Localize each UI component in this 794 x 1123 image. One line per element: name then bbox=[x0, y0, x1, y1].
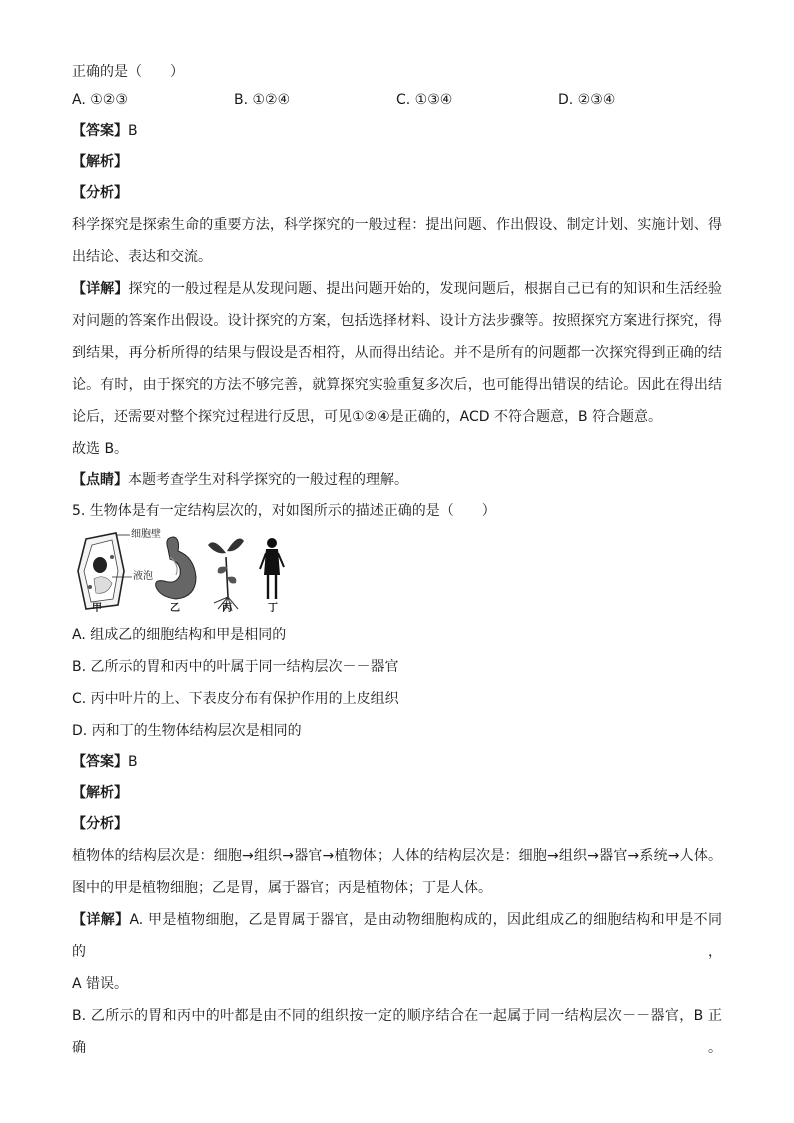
q5-stem: 5. 生物体是有一定结构层次的，对如图所示的描述正确的是（ ） bbox=[72, 503, 496, 519]
q4-option-b: B. ①②④ bbox=[234, 92, 291, 108]
tag-yi: 乙 bbox=[170, 603, 180, 614]
human-drawing bbox=[260, 538, 284, 599]
stomach-drawing bbox=[156, 537, 196, 599]
q4-fenxi-tag: 【分析】 bbox=[72, 185, 128, 201]
q5-fenxi-tag: 【分析】 bbox=[72, 816, 128, 832]
q5-analysis-tag: 【解析】 bbox=[72, 785, 128, 801]
tag-ding: 丁 bbox=[268, 603, 278, 614]
q5-option-b: B. 乙所示的胃和丙中的叶属于同一结构层次－－器官 bbox=[72, 659, 399, 675]
q4-detail-line-4: 论。有时，由于探究的方法不够完善，就算探究实验重复多次后，也可能得出错误的结论。因此在得出结 bbox=[72, 377, 722, 393]
answer-tag: 【答案】 bbox=[72, 123, 128, 139]
label-cell-wall: 细胞壁 bbox=[131, 529, 161, 540]
q5-option-c: C. 丙中叶片的上、下表皮分布有保护作用的上皮组织 bbox=[72, 691, 399, 707]
q5-detail-line-2: A 错误。 bbox=[72, 976, 129, 992]
answer-value: B bbox=[128, 754, 138, 770]
point-tag: 【点睛】 bbox=[72, 472, 128, 488]
tag-jia: 甲 bbox=[92, 603, 102, 614]
q5-fenxi-line-1: 植物体的结构层次是：细胞→组织→器官→植物体；人体的结构层次是：细胞→组织→器官→系统→人体。 bbox=[72, 848, 722, 864]
q4-detail-paragraph bbox=[72, 273, 722, 433]
q5-fenxi-paragraph bbox=[72, 840, 722, 904]
q5-detail-line-3: B. 乙所示的胃和丙中的叶都是由不同的组织按一定的顺序结合在一起属于同一结构层次－－器官，B 正确。 bbox=[72, 1008, 722, 1056]
q4-detail-line-5: 论后，还需要对整个探究过程进行反思，可见①②④是正确的，ACD 不符合题意，B 符合题意。 bbox=[72, 409, 663, 425]
q5-option-a: A. 组成乙的细胞结构和甲是相同的 bbox=[72, 627, 287, 643]
detail-tag: 【详解】 bbox=[72, 912, 130, 928]
q5-answer bbox=[72, 752, 722, 772]
q4-detail-line-2: 对问题的答案作出假设。设计探究的方案，包括选择材料、设计方法步骤等。按照探究方案进行探究，得 bbox=[72, 313, 722, 329]
q5-detail-line-1: 【详解】A. 甲是植物细胞，乙是胃属于器官，是由动物细胞构成的，因此组成乙的细胞结构和甲是不同的， bbox=[72, 912, 722, 960]
q4-answer bbox=[72, 121, 722, 141]
q4-fenxi-line-2: 出结论、表达和交流。 bbox=[72, 249, 212, 265]
document-page bbox=[72, 62, 722, 1064]
answer-tag: 【答案】 bbox=[72, 754, 128, 770]
q4-detail-line-1: 【详解】探究的一般过程是从发现问题、提出问题开始的，发现问题后，根据自己已有的知识和生活经验 bbox=[72, 281, 723, 297]
q5-option-d: D. 丙和丁的生物体结构层次是相同的 bbox=[72, 723, 302, 739]
q4-fenxi-paragraph bbox=[72, 209, 722, 273]
q4-point: 【点睛】本题考查学生对科学探究的一般过程的理解。 bbox=[72, 472, 408, 488]
q4-option-c: C. ①③④ bbox=[396, 92, 453, 108]
tag-bing: 丙 bbox=[222, 603, 232, 614]
q4-detail-line-3: 到结果，再分析所得的结果与假设是否相符，从而得出结论。并不是所有的问题都一次探究得到正确的结 bbox=[72, 345, 722, 361]
q5-fenxi-line-2: 图中的甲是植物细胞；乙是胃，属于器官；丙是植物体；丁是人体。 bbox=[72, 880, 492, 896]
q4-options bbox=[72, 90, 722, 110]
q5-figure bbox=[72, 527, 292, 617]
answer-value: B bbox=[128, 123, 138, 139]
q4-fenxi-line-1: 科学探究是探索生命的重要方法，科学探究的一般过程：提出问题、作出假设、制定计划、实施计划、得 bbox=[72, 217, 722, 233]
q4-option-d: D. ②③④ bbox=[558, 92, 616, 108]
label-vacuole: 液泡 bbox=[133, 571, 153, 582]
biology-illustration bbox=[72, 527, 292, 617]
q4-analysis-tag: 【解析】 bbox=[72, 154, 128, 170]
plant-cell-drawing bbox=[78, 533, 132, 609]
plant-drawing bbox=[208, 539, 244, 611]
q5-detail-paragraph bbox=[72, 904, 722, 1064]
q4-option-a: A. ①②③ bbox=[72, 92, 128, 108]
detail-tag: 【详解】 bbox=[72, 281, 129, 297]
q4-conclusion: 故选 B。 bbox=[72, 441, 129, 457]
q4-stem-end: 正确的是（ ） bbox=[72, 64, 184, 80]
